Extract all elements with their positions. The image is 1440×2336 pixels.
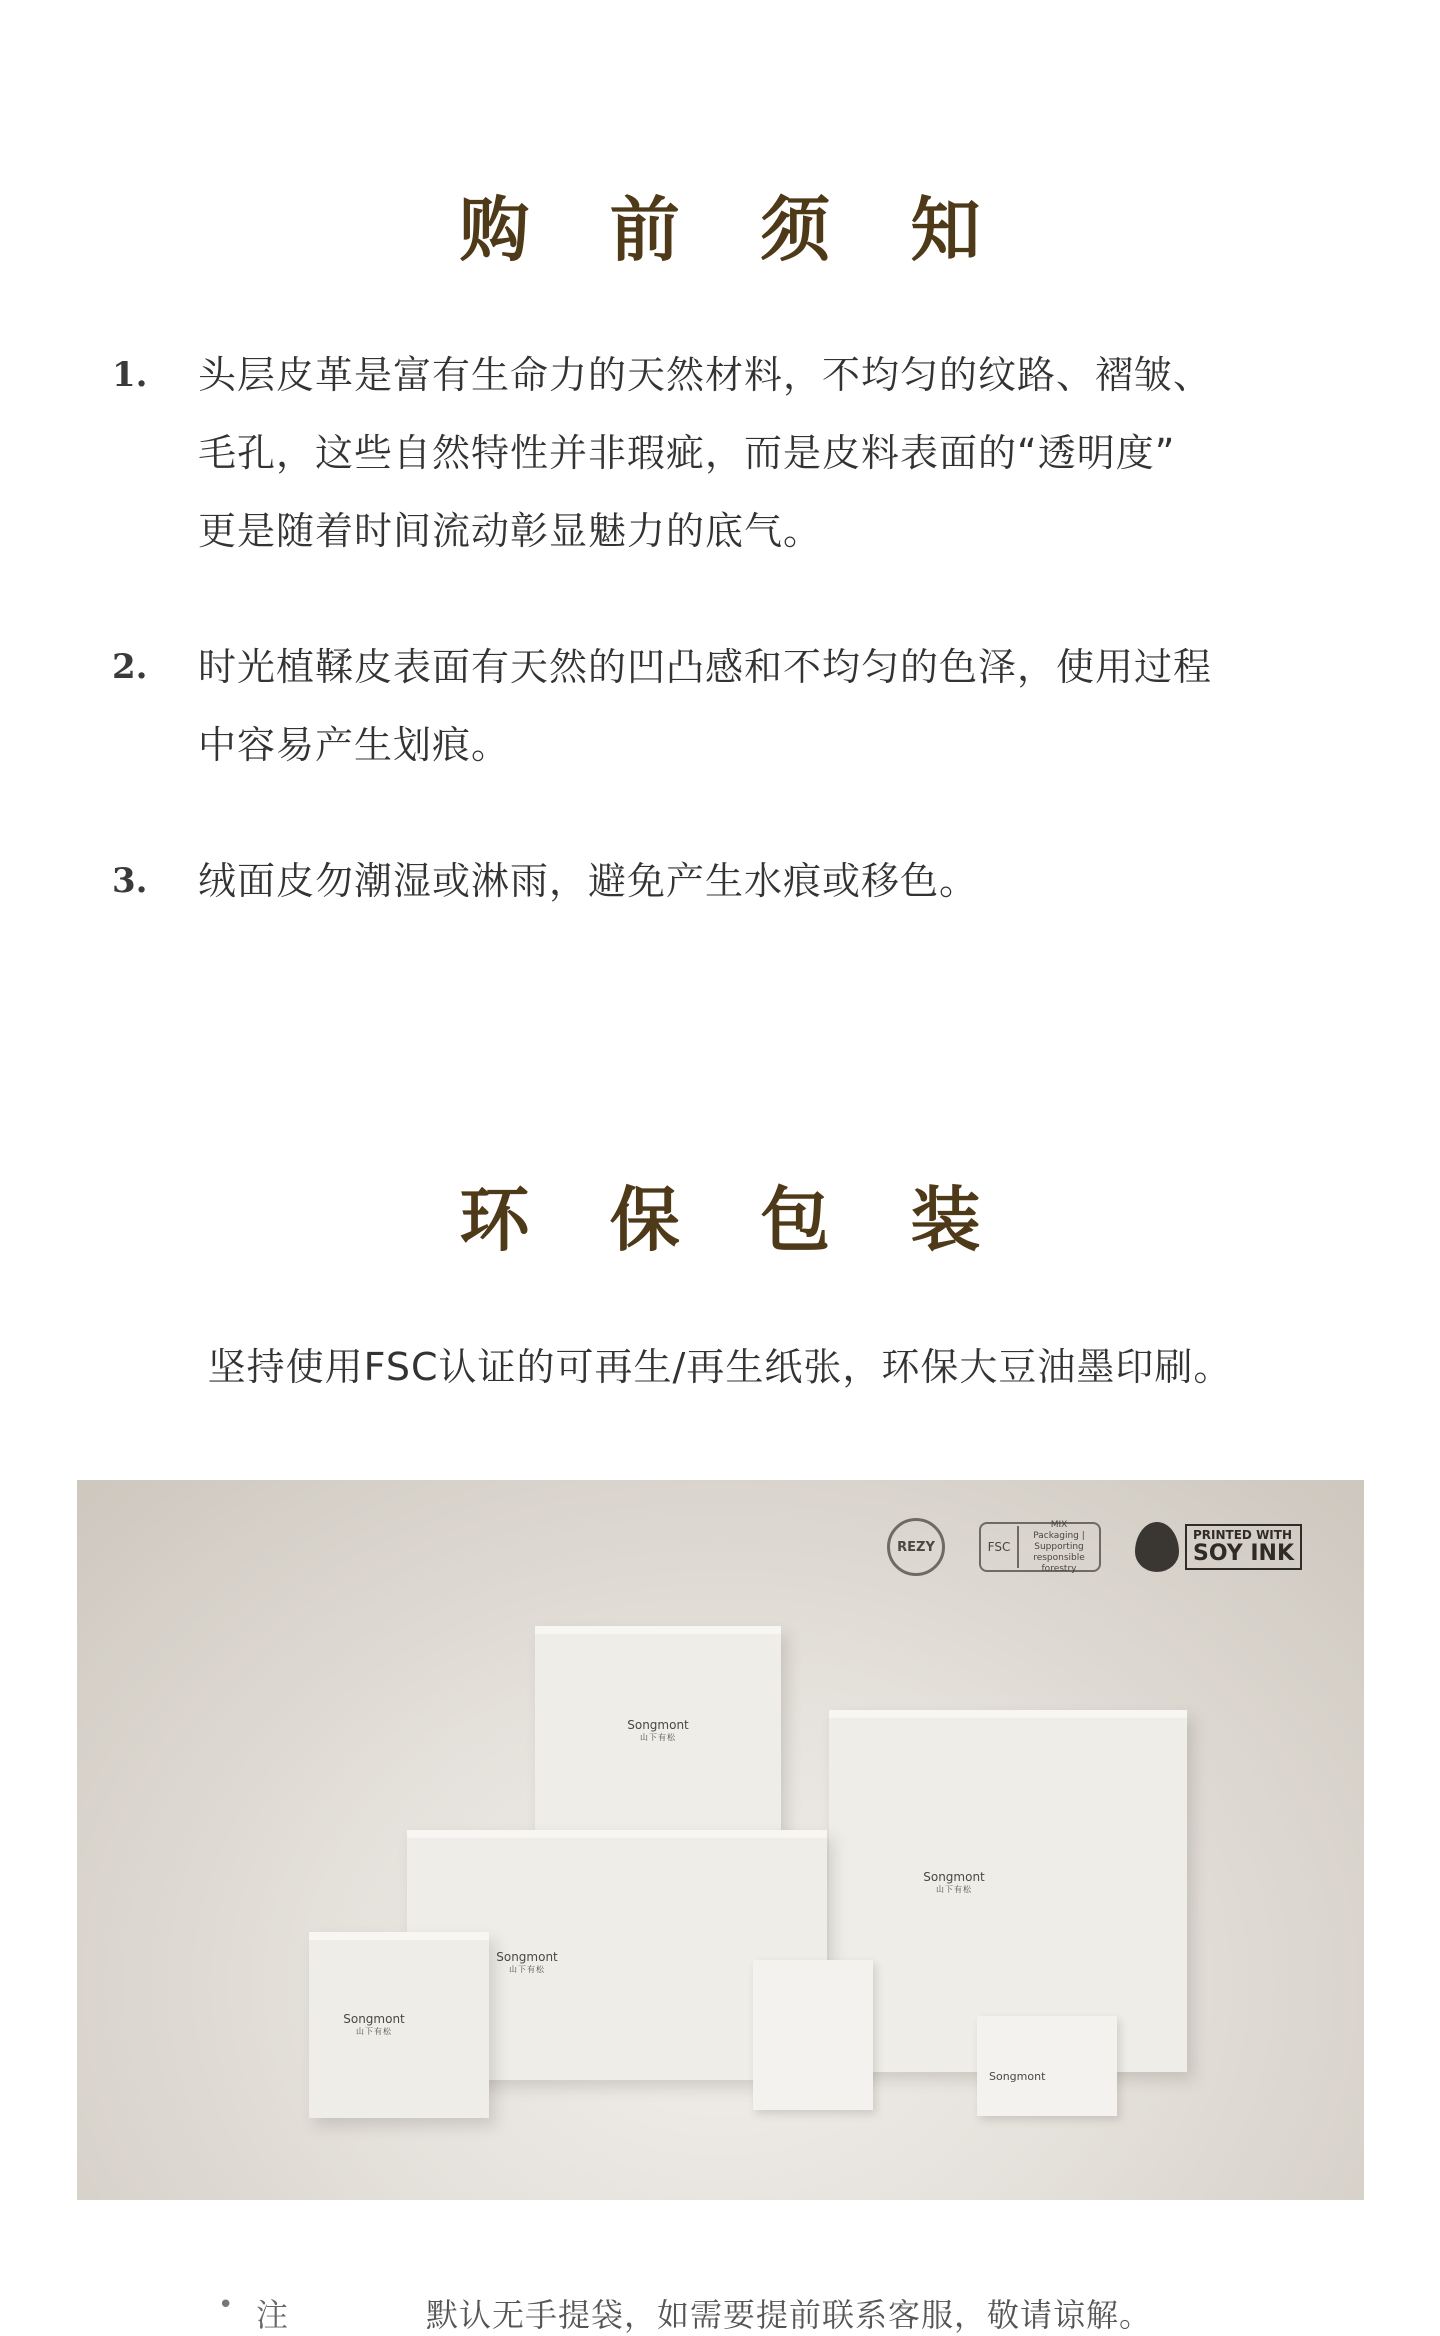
note-line: 中容易产生划痕。 [198,723,511,767]
footnote-text: 默认无手提袋，如需要提前联系客服，敬请谅解。 [426,2296,1153,2334]
notice-title: 购 前 须 知 [459,187,1009,271]
brand-cn: 山下有松 [936,1885,972,1894]
eco-packaging-title: 环 保 包 装 [459,1177,1009,1261]
footnote-label: 注 [256,2296,289,2334]
fsc-text [1019,1520,1099,1575]
note-line: 毛孔，这些自然特性并非瑕疵，而是皮料表面的“透明度” [198,431,1176,475]
soy-words [1185,1524,1302,1570]
eco-description: 坚持使用FSC认证的可再生/再生纸张，环保大豆油墨印刷。 [207,1345,1233,1389]
brand-name: Songmont [627,1718,689,1732]
note-line: 更是随着时间流动彰显魅力的底气。 [198,509,823,553]
note-line: 绒面皮勿潮湿或淋雨，避免产生水痕或移色。 [198,859,979,903]
certification-logos [887,1518,1302,1576]
box-brand [309,2012,439,2037]
brand-cn: 山下有松 [640,1733,676,1742]
info-card [753,1960,873,2110]
brand-name: Songmont [343,2012,405,2026]
soy-line1: PRINTED WITH [1193,1528,1292,1542]
brand-name: Songmont [923,1870,985,1884]
note-number: 3. [112,861,148,901]
brand-cn: 山下有松 [356,2027,392,2036]
box-brand [535,1718,781,1743]
note-text [198,336,1212,570]
brand-name: Songmont [496,1950,558,1964]
list-item [112,842,1332,920]
footnote-bullet: • [218,2290,234,2320]
soy-ink-logo-icon [1135,1522,1302,1572]
recycle-logo-icon: REZY [887,1518,945,1576]
gift-box [309,1932,489,2118]
box-brand [829,1870,1079,1895]
packaging-photo [77,1480,1364,2200]
brand-cn: 山下有松 [509,1965,545,1974]
info-card [977,2016,1117,2116]
note-text [198,628,1212,784]
note-number: 1. [112,355,148,395]
list-item [112,628,1332,784]
soy-line2: SOY INK [1193,1541,1294,1566]
note-number: 2. [112,647,148,687]
soy-drop-icon [1135,1522,1179,1572]
list-item [112,336,1332,570]
gift-box [535,1626,781,1854]
fsc-mix: MIX [1050,1519,1068,1530]
note-text [198,842,978,920]
note-line: 时光植鞣皮表面有天然的凹凸感和不均匀的色泽，使用过程 [198,645,1213,689]
notice-list [112,336,1332,978]
fsc-logo-icon [979,1519,1101,1574]
fsc-desc: Packaging | Supporting responsible forestry [1033,1530,1085,1574]
fsc-mark: FSC [981,1526,1019,1568]
note-line: 头层皮革是富有生命力的天然材料，不均匀的纹路、褶皱、 [198,353,1213,397]
card-brand: Songmont [989,2070,1046,2083]
